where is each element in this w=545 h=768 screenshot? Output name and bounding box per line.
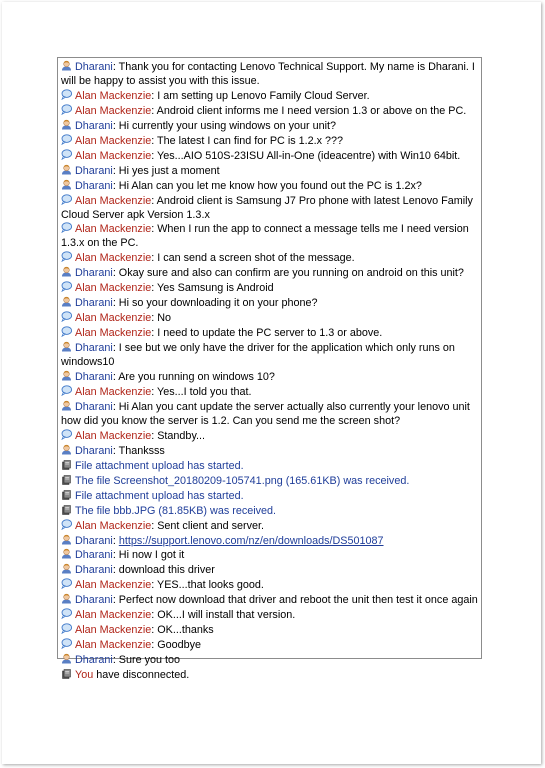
chat-message — [61, 400, 478, 429]
chat-message — [61, 194, 478, 223]
chat-message — [61, 266, 478, 281]
agent-avatar-icon — [61, 444, 72, 455]
message-text: : Okay sure and also can confirm are you running on android on this unit? — [112, 267, 464, 280]
chat-message — [61, 519, 478, 534]
customer-name: Alan Mackenzie — [75, 429, 152, 442]
chat-message — [61, 429, 478, 444]
message-text: : Thank you for contacting Lenovo Technical Support. My name is Dharani. I will be happy to assist you with this issue. — [61, 61, 475, 87]
customer-name: You — [75, 669, 94, 682]
chat-message — [61, 60, 478, 89]
chat-message — [61, 281, 478, 296]
chat-message — [61, 608, 478, 623]
customer-chat-icon — [61, 578, 72, 589]
message-text: : Hi yes just a moment — [112, 164, 220, 177]
agent-avatar-icon — [61, 119, 72, 130]
customer-name: Alan Mackenzie — [75, 312, 152, 325]
agent-name: Dharani — [75, 297, 113, 310]
chat-message — [61, 578, 478, 593]
file-transfer-icon — [61, 504, 72, 515]
customer-name: Alan Mackenzie — [75, 579, 152, 592]
chat-message — [61, 534, 478, 549]
customer-name: Alan Mackenzie — [75, 327, 152, 340]
message-text: : OK...thanks — [151, 624, 214, 637]
chat-message — [61, 251, 478, 266]
chat-message — [61, 311, 478, 326]
chat-message — [61, 459, 478, 474]
agent-avatar-icon — [61, 370, 72, 381]
message-text: : Thanksss — [112, 444, 165, 457]
agent-name: Dharani — [75, 267, 113, 280]
chat-message — [61, 296, 478, 311]
chat-message — [61, 149, 478, 164]
customer-chat-icon — [61, 638, 72, 649]
chat-message — [61, 341, 478, 370]
message-text: : download this driver — [112, 564, 215, 577]
customer-chat-icon — [61, 608, 72, 619]
agent-avatar-icon — [61, 563, 72, 574]
message-text: : YES...that looks good. — [151, 579, 264, 592]
message-text: : No — [151, 312, 172, 325]
chat-message — [61, 370, 478, 385]
chat-message — [61, 179, 478, 194]
chat-message — [61, 119, 478, 134]
customer-chat-icon — [61, 149, 72, 160]
agent-name: Dharani — [75, 564, 113, 577]
customer-name: Alan Mackenzie — [75, 149, 152, 162]
message-text: : OK...I will install that version. — [151, 609, 296, 622]
customer-chat-icon — [61, 623, 72, 634]
message-text: : Goodbye — [151, 639, 202, 652]
chat-message — [61, 653, 478, 668]
agent-avatar-icon — [61, 296, 72, 307]
message-text: : Android client informs me I need version 1.3 or above on the PC. — [151, 104, 467, 117]
agent-avatar-icon — [61, 164, 72, 175]
agent-avatar-icon — [61, 653, 72, 664]
chat-message — [61, 134, 478, 149]
agent-name: Dharani — [75, 164, 113, 177]
message-text: : I can send a screen shot of the message. — [151, 252, 355, 265]
chat-message — [61, 222, 478, 251]
chat-message — [61, 444, 478, 459]
agent-name: Dharani — [75, 342, 113, 355]
customer-chat-icon — [61, 311, 72, 322]
agent-avatar-icon — [61, 534, 72, 545]
agent-avatar-icon — [61, 400, 72, 411]
chat-message — [61, 593, 478, 608]
message-text: : Sent client and server. — [151, 519, 265, 532]
message-text: : Android client is Samsung J7 Pro phone with latest Lenovo Family Cloud Server apk Version 1.3.x — [61, 194, 473, 221]
agent-avatar-icon — [61, 341, 72, 352]
customer-chat-icon — [61, 222, 72, 233]
message-text: : When I run the app to connect a message tells me I need version 1.3.x on the PC. — [61, 223, 469, 250]
chat-message — [61, 164, 478, 179]
message-text: : Hi Alan you cant update the server actually also currently your lenovo unit how did you know the server is 1.2. Can you send me the screen shot? — [61, 400, 470, 427]
message-text: : Yes...AIO 510S-23ISU All-in-One (ideacentre) with Win10 64bit. — [151, 149, 461, 162]
customer-chat-icon — [61, 89, 72, 100]
agent-name: Dharani — [75, 594, 113, 607]
support-download-link[interactable]: https://support.lenovo.com/nz/en/downloads/DS501087 — [118, 534, 384, 547]
customer-name: Alan Mackenzie — [75, 89, 152, 102]
agent-name: Dharani — [75, 179, 113, 192]
message-text: : — [112, 534, 119, 547]
message-text: : The latest I can find for PC is 1.2.x ??? — [151, 134, 344, 147]
message-text: : Perfect now download that driver and reboot the unit then test it once again — [112, 594, 478, 607]
customer-chat-icon — [61, 385, 72, 396]
message-text: : Hi so your downloading it on your phone? — [112, 297, 318, 310]
file-transfer-icon — [61, 474, 72, 485]
customer-name: Alan Mackenzie — [75, 223, 152, 236]
message-text: : Yes...I told you that. — [151, 385, 252, 398]
customer-name: Alan Mackenzie — [75, 624, 152, 637]
message-text: : Hi Alan can you let me know how you found out the PC is 1.2x? — [112, 179, 422, 192]
customer-name: Alan Mackenzie — [75, 282, 152, 295]
chat-message — [61, 326, 478, 341]
message-text: have disconnected. — [93, 669, 190, 682]
chat-message — [61, 668, 478, 683]
agent-avatar-icon — [61, 266, 72, 277]
file-transfer-icon — [61, 668, 72, 679]
customer-name: Alan Mackenzie — [75, 134, 152, 147]
customer-name: Alan Mackenzie — [75, 385, 152, 398]
customer-chat-icon — [61, 194, 72, 205]
customer-name: Alan Mackenzie — [75, 519, 152, 532]
chat-message — [61, 89, 478, 104]
system-message-text: File attachment upload has started. — [75, 489, 244, 502]
customer-chat-icon — [61, 281, 72, 292]
chat-message — [61, 504, 478, 519]
file-transfer-icon — [61, 489, 72, 500]
agent-avatar-icon — [61, 179, 72, 190]
customer-chat-icon — [61, 429, 72, 440]
agent-avatar-icon — [61, 593, 72, 604]
customer-name: Alan Mackenzie — [75, 194, 152, 207]
agent-avatar-icon — [61, 60, 72, 71]
chat-message — [61, 474, 478, 489]
chat-transcript — [57, 57, 482, 682]
message-text: : Standby... — [151, 429, 206, 442]
customer-name: Alan Mackenzie — [75, 252, 152, 265]
agent-name: Dharani — [75, 534, 113, 547]
message-text: : I am setting up Lenovo Family Cloud Server. — [151, 89, 370, 102]
message-text: : Are you running on windows 10? — [112, 371, 275, 384]
agent-name: Dharani — [75, 119, 113, 132]
customer-name: Alan Mackenzie — [75, 639, 152, 652]
chat-message — [61, 548, 478, 563]
chat-message — [61, 623, 478, 638]
customer-chat-icon — [61, 326, 72, 337]
agent-name: Dharani — [75, 549, 113, 562]
file-transfer-icon — [61, 459, 72, 470]
customer-chat-icon — [61, 519, 72, 530]
chat-message — [61, 638, 478, 653]
agent-name: Dharani — [75, 654, 113, 667]
customer-name: Alan Mackenzie — [75, 104, 152, 117]
agent-name: Dharani — [75, 400, 113, 413]
agent-name: Dharani — [75, 61, 113, 73]
chat-message — [61, 104, 478, 119]
message-text: : Hi now I got it — [112, 549, 185, 562]
customer-name: Alan Mackenzie — [75, 609, 152, 622]
message-text: : I need to update the PC server to 1.3 or above. — [151, 327, 383, 340]
system-message-text: The file Screenshot_20180209-105741.png (165.61KB) was received. — [75, 474, 410, 487]
chat-message — [61, 489, 478, 504]
agent-name: Dharani — [75, 444, 113, 457]
message-text: : Hi currently your using windows on your unit? — [112, 119, 337, 132]
agent-avatar-icon — [61, 548, 72, 559]
message-text: : Yes Samsung is Android — [151, 282, 274, 295]
system-message-text: File attachment upload has started. — [75, 459, 244, 472]
customer-chat-icon — [61, 104, 72, 115]
chat-message — [61, 385, 478, 400]
agent-name: Dharani — [75, 371, 113, 384]
customer-chat-icon — [61, 134, 72, 145]
system-message-text: The file bbb.JPG (81.85KB) was received. — [75, 504, 277, 517]
message-text: : I see but we only have the driver for the application which only runs on windows10 — [61, 342, 455, 369]
customer-chat-icon — [61, 251, 72, 262]
chat-message — [61, 563, 478, 578]
message-text: : Sure you too — [112, 654, 181, 667]
